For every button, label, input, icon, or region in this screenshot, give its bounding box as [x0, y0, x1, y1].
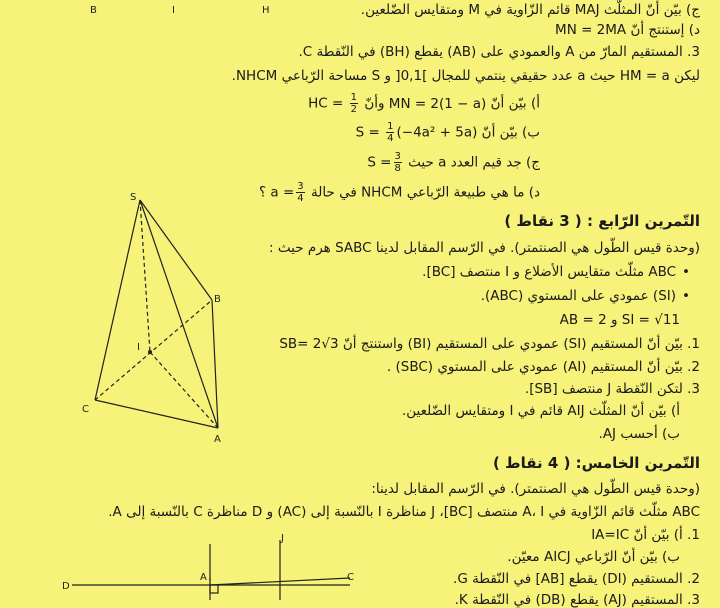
edge-CA — [95, 400, 218, 428]
ex5-q1 — [591, 527, 700, 543]
exercise-5-title: التّمرين الخامس: ( 4 نقاط ) — [492, 454, 700, 472]
frac-num: 3 — [297, 181, 304, 192]
frac-den: 4 — [297, 193, 304, 204]
s-eq-tail: (−4a² + 5a) — [396, 124, 478, 141]
line-1: ج) بيّن أنّ المثلّث MAJ قائم الزّاوية في M ومتقايس الضّلعين. — [360, 2, 700, 18]
frac-num: 1 — [387, 121, 394, 132]
pyramid-figure — [70, 190, 240, 450]
hc-eq: HC = — [308, 95, 344, 112]
edge-BA — [212, 300, 218, 428]
ex5-q1-text: 1. أ) بيّن أنّ — [633, 527, 700, 543]
ex5-q3: 3. المستقيم (AJ) يقطع (DB) في النّقطة K. — [454, 592, 700, 608]
line-2 — [555, 22, 700, 38]
frac-den: 8 — [394, 163, 401, 174]
label-S: S — [130, 192, 137, 203]
label-C: C — [82, 404, 89, 415]
line-8-text: د) ما هي طبيعة الرّباعي NHCM في حالة — [310, 184, 540, 201]
fraction-quarter — [386, 121, 394, 144]
line-5-eq1 — [308, 92, 360, 115]
label-C-fig3: C — [347, 572, 354, 583]
label-B-top: B — [90, 5, 97, 16]
line-8-eq — [270, 181, 306, 204]
edge-SB — [140, 200, 212, 300]
line-7 — [367, 151, 540, 174]
label-A: A — [214, 434, 221, 445]
a-eq: a = — [270, 184, 295, 201]
edge-SA — [140, 200, 218, 428]
label-J: J — [281, 533, 284, 544]
line-5-text: أ) بيّن أنّ — [490, 95, 540, 112]
line-5-eq2: MN = 2(1 − a) — [388, 95, 487, 112]
label-D: D — [62, 581, 70, 592]
line-4: ليكن HM = a حيث a عدد حقيقي ينتمي للمجال ]0,1[ و S مساحة الرّباعي NHCM. — [231, 68, 700, 84]
label-I-top: I — [172, 5, 175, 16]
edge-CB — [95, 300, 212, 400]
ex5-q1-eq: IA=IC — [591, 527, 630, 543]
label-A-fig3: A — [200, 572, 207, 583]
ex4-line-1: (وحدة قيس الطّول هي الصنتمتر). في الرّسم المقابل لدينا SABC هرم حيث : — [269, 240, 700, 256]
fraction-3-4 — [296, 181, 304, 204]
ex5-q2: 2. المستقيم (DI) يقطع [AB] في النّقطة G. — [453, 571, 700, 587]
frac-num: 1 — [350, 92, 358, 103]
label-H-top: H — [262, 5, 270, 16]
question-mark: ؟ — [258, 184, 267, 201]
edge-SC — [95, 200, 140, 400]
segment-IA — [150, 352, 218, 428]
frac-den: 2 — [350, 104, 358, 115]
s-eq: S = — [355, 124, 385, 141]
point-I — [148, 350, 152, 354]
line-7-eq — [367, 151, 404, 174]
ex5-q1b: ب) بيّن أنّ الرّباعي AICJ معيّن. — [507, 549, 680, 565]
line-2-eq: MN = 2MA — [555, 22, 627, 38]
ex4-bullet-2: • (SI) عمودي على المستوي (ABC). — [481, 288, 690, 304]
line-7-text: ج) جد قيم العدد a حيث — [408, 154, 540, 171]
ex4-q1: 1. بيّن أنّ المستقيم (SI) عمودي على المستقيم (BI) واستنتج أنّ SB= 2√3 — [279, 336, 700, 352]
ex4-q3a: أ) بيّن أنّ المثلّث AIJ قائم في I ومتقايس الضّلعين. — [401, 403, 680, 419]
line-2-text: د) إستنتج أنّ — [630, 22, 700, 38]
line-6-text: ب) بيّن أنّ — [481, 124, 540, 141]
label-I: I — [137, 342, 140, 353]
ex4-bullet-1: • ABC مثلّث متقايس الأضلاع و I منتصف [BC]. — [422, 264, 690, 280]
ex4-q3b: ب) أحسب AJ. — [598, 426, 680, 442]
line-5-and: وأنّ — [364, 95, 385, 112]
ex4-q2: 2. بيّن أنّ المستقيم (AI) عمودي على المستوي (SBC) . — [386, 359, 700, 375]
s-eq: S = — [367, 154, 392, 171]
segment-SI — [140, 200, 150, 352]
ex4-bullet-3: SI = √11 و AB = 2 — [559, 312, 680, 328]
ex4-q3: 3. لتكن النّقطة J منتصف [SB]. — [524, 381, 700, 397]
frac-num: 3 — [394, 151, 401, 162]
top-figure — [0, 0, 300, 20]
line-6-eq — [356, 121, 478, 144]
line-8 — [259, 181, 540, 204]
line-3: 3. المستقيم المارّ من A والعمودي على (AB) يقطع (BH) في النّقطة C. — [298, 44, 700, 60]
fraction-3-8 — [394, 151, 402, 174]
ex5-line-2: ABC مثلّث قائم الزّاوية في A، I منتصف [BC]، J مناظرة I بالنّسبة إلى (AC) و D مناظرة C بالنّسبة إلى A. — [108, 504, 700, 520]
frac-den: 4 — [387, 133, 394, 144]
line-6 — [356, 121, 540, 144]
fraction-half — [350, 92, 358, 115]
ex5-line-1: (وحدة قيس الطّول هي الصنتمتر). في الرّسم المقابل لدينا: — [371, 481, 700, 497]
ex5-figure — [60, 530, 370, 600]
label-B: B — [214, 294, 221, 305]
line-5 — [308, 92, 540, 115]
exercise-4-title: التّمرين الرّابع : ( 3 نقاط ) — [504, 212, 700, 230]
right-angle-mark — [210, 585, 218, 593]
